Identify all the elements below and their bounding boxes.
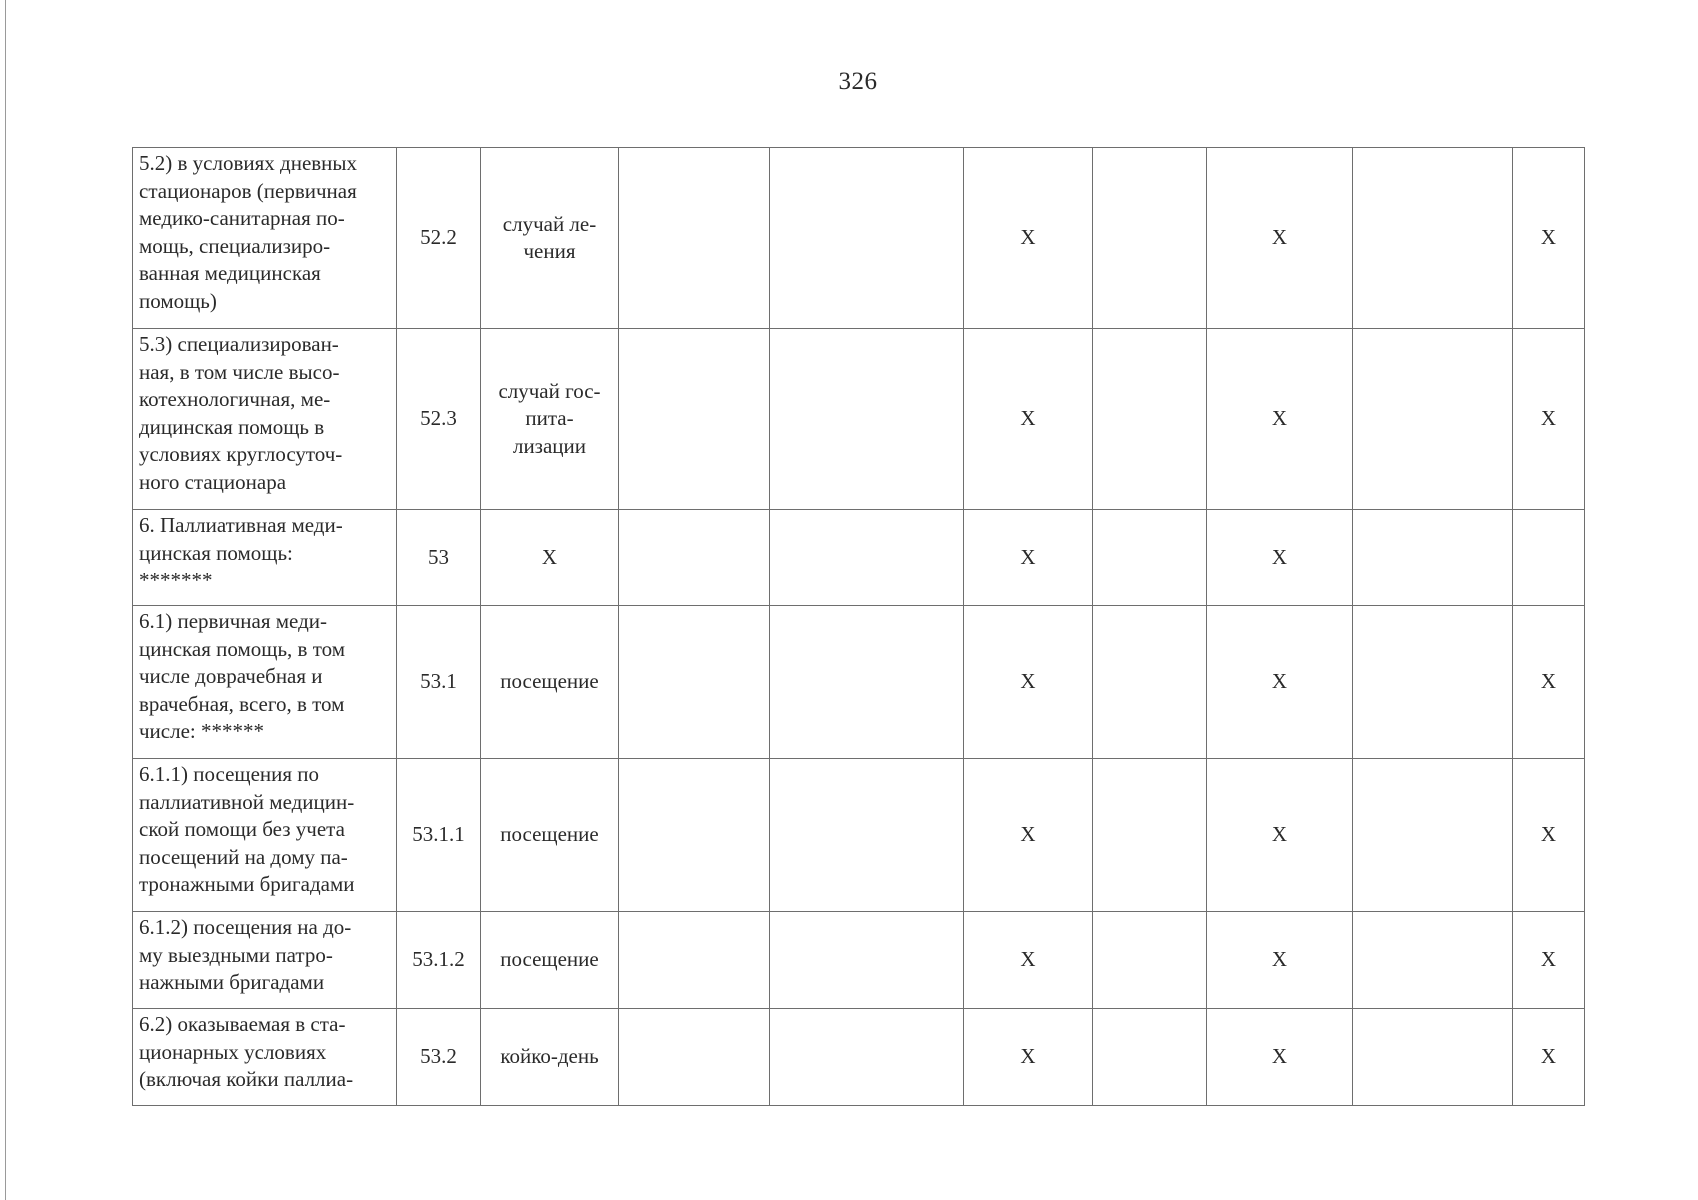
page-edge-line [5,0,6,1200]
row-value-cell: X [1207,1009,1353,1106]
row-unit-line: случай ле- [502,211,597,236]
row-value-cell: X [964,912,1093,1009]
row-value-cell [619,329,770,510]
row-value-cell [1353,329,1513,510]
row-name-cell [133,148,397,329]
row-name-line: врачебная, всего, в том [139,691,345,716]
row-value-cell: X [964,606,1093,759]
row-code-cell: 52.3 [397,329,481,510]
table-row [133,759,1585,912]
row-unit-cell [481,329,619,510]
row-value-cell: X [1207,606,1353,759]
row-name-cell [133,510,397,606]
row-value-cell [770,148,964,329]
row-name-cell [133,759,397,912]
row-code-cell: 52.2 [397,148,481,329]
row-name-line: 6. Паллиативная меди- [139,513,343,537]
row-value-cell [1353,1009,1513,1106]
row-value-cell [1353,759,1513,912]
row-name-line: 6.2) оказываемая в ста- [139,1012,346,1036]
row-unit-line: посещение [500,669,599,694]
row-value-cell [1353,606,1513,759]
row-name-line: цинская помощь: [139,540,293,565]
row-value-cell: X [1207,759,1353,912]
row-code-cell: 53.1.2 [397,912,481,1009]
table-row [133,912,1585,1009]
row-value-cell [619,148,770,329]
row-name-line: посещений на дому па- [139,844,348,869]
row-value-cell [1093,1009,1207,1106]
row-name-cell [133,912,397,1009]
row-name-line: нажными бригадами [139,970,325,994]
row-name-cell [133,606,397,759]
row-code-cell: 53.2 [397,1009,481,1106]
row-unit-cell [481,606,619,759]
row-unit-line: случай гос- [498,378,601,403]
table-row [133,1009,1585,1106]
row-value-cell: X [964,329,1093,510]
row-value-cell: X [1513,606,1585,759]
row-value-cell [619,912,770,1009]
row-value-cell: X [1513,1009,1585,1106]
table-row [133,329,1585,510]
program-table [132,147,1585,1106]
row-name-line: мощь, специализиро- [139,233,331,258]
row-name-line: паллиативной медицин- [139,789,355,814]
row-name-cell [133,1009,397,1106]
row-value-cell: X [1207,148,1353,329]
row-unit-line: X [541,544,558,569]
row-value-cell: X [1513,329,1585,510]
row-code-cell: 53.1.1 [397,759,481,912]
row-unit-line: пита- [525,406,574,431]
row-value-cell [1353,148,1513,329]
row-value-cell: X [1207,510,1353,606]
row-value-cell [1513,510,1585,606]
table-row [133,606,1585,759]
table-row [133,510,1585,606]
row-name-line: 6.1.1) посещения по [139,762,320,786]
row-value-cell [619,1009,770,1106]
row-value-cell [770,1009,964,1106]
row-name-line: числе: ****** [139,719,265,743]
row-name-line: дицинская помощь в [139,414,325,439]
row-code-cell: 53 [397,510,481,606]
row-unit-line: посещение [500,822,599,847]
table-row [133,148,1585,329]
row-value-cell [619,510,770,606]
row-unit-cell [481,912,619,1009]
row-value-cell [1093,148,1207,329]
row-name-line: числе доврачебная и [139,664,323,688]
row-value-cell [1353,912,1513,1009]
row-name-line: помощь) [139,288,217,313]
row-name-line: медико-санитарная по- [139,206,345,230]
row-name-line: ционарных условиях [139,1039,327,1064]
row-value-cell [1093,912,1207,1009]
row-name-line: ******* [139,568,213,592]
row-unit-line: лизации [512,433,587,458]
row-value-cell: X [964,759,1093,912]
row-unit-cell [481,510,619,606]
row-unit-cell [481,759,619,912]
row-value-cell [770,606,964,759]
row-value-cell [1093,329,1207,510]
row-value-cell [1093,510,1207,606]
row-value-cell [619,759,770,912]
row-value-cell: X [1513,759,1585,912]
row-value-cell: X [964,510,1093,606]
row-name-line: ванная медицинская [139,261,321,285]
row-name-line: му выездными патро- [139,942,333,967]
row-value-cell: X [1513,148,1585,329]
row-value-cell [770,759,964,912]
row-value-cell [1353,510,1513,606]
row-value-cell: X [1207,329,1353,510]
row-value-cell [770,912,964,1009]
row-value-cell [770,329,964,510]
row-name-line: котехнологичная, ме- [139,387,331,411]
row-name-line: цинская помощь, в том [139,636,345,661]
row-name-line: условиях круглосуточ- [139,442,343,466]
page-number: 326 [838,68,878,95]
row-code-cell: 53.1 [397,606,481,759]
row-name-line: тронажными бригадами [139,872,355,896]
row-value-cell [619,606,770,759]
row-value-cell: X [1513,912,1585,1009]
row-name-line: 5.2) в условиях дневных [139,151,358,175]
row-value-cell [1093,759,1207,912]
row-name-line: ного стационара [139,469,287,494]
row-name-line: (включая койки паллиа- [139,1067,354,1091]
row-name-cell [133,329,397,510]
row-value-cell: X [964,1009,1093,1106]
row-unit-cell [481,148,619,329]
row-name-line: 6.1.2) посещения на до- [139,915,352,939]
row-name-line: 6.1) первичная меди- [139,609,327,633]
row-name-line: ная, в том числе высо- [139,359,340,384]
row-unit-line: чения [523,239,576,263]
row-value-cell [770,510,964,606]
row-unit-line: койко-день [500,1044,599,1069]
row-unit-line: посещение [500,947,599,972]
row-name-line: стационаров (первичная [139,178,357,203]
row-name-line: 5.3) специализирован- [139,332,339,356]
row-unit-cell [481,1009,619,1106]
row-value-cell: X [964,148,1093,329]
row-value-cell: X [1207,912,1353,1009]
row-name-line: ской помощи без учета [139,817,345,841]
row-value-cell [1093,606,1207,759]
